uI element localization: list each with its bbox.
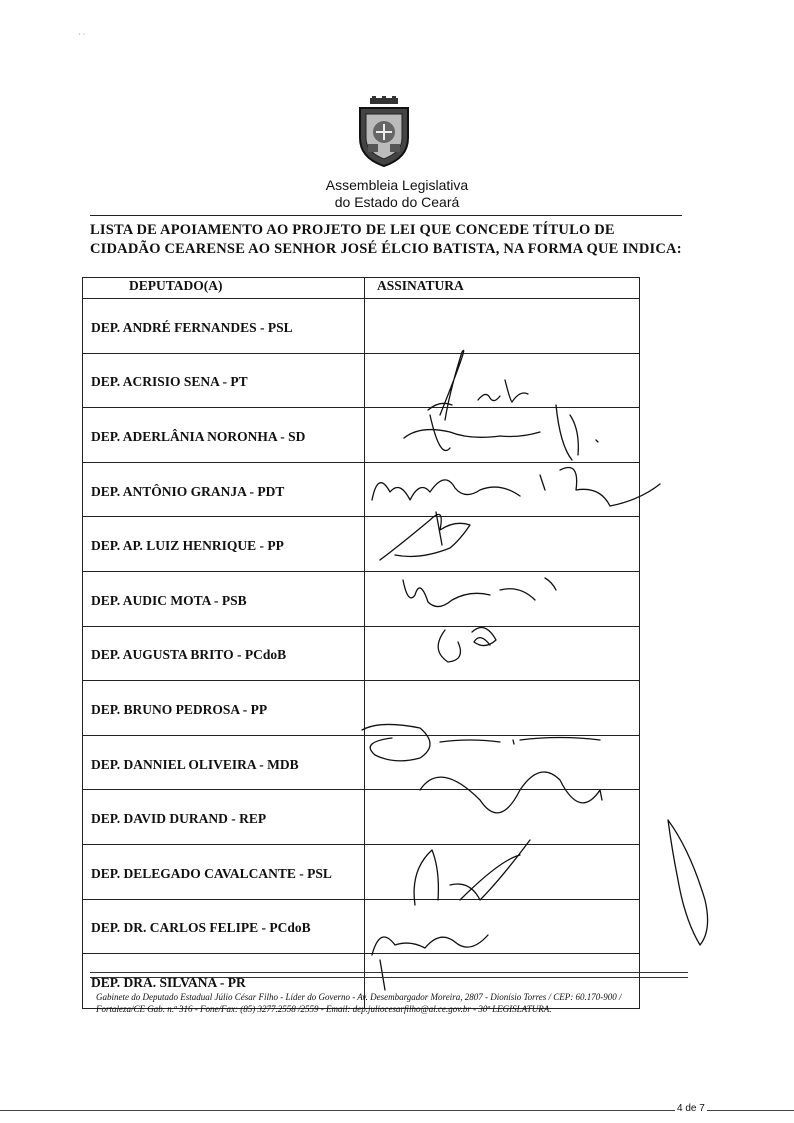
signature-cell	[365, 353, 640, 408]
page-number: 4 de 7	[677, 1103, 705, 1114]
deputy-name: DEP. ADERLÂNIA NORONHA - SD	[83, 408, 365, 463]
table-row	[83, 844, 640, 899]
signature-margin-scribble	[668, 820, 708, 945]
deputy-name: DEP. AP. LUIZ HENRIQUE - PP	[83, 517, 365, 572]
signature-cell	[365, 517, 640, 572]
table-row	[83, 517, 640, 572]
deputy-name: DEP. AUDIC MOTA - PSB	[83, 571, 365, 626]
signature-cell	[365, 681, 640, 736]
table-row	[83, 735, 640, 790]
table-row	[83, 408, 640, 463]
table-row	[83, 626, 640, 681]
document-title	[90, 221, 684, 259]
table-row	[83, 790, 640, 845]
signature-cell	[365, 299, 640, 354]
signature-table	[82, 277, 640, 1009]
table-row	[83, 899, 640, 954]
footer-divider-top	[90, 972, 688, 973]
signature-cell	[365, 626, 640, 681]
table-row	[83, 299, 640, 354]
footer-divider-bottom	[90, 977, 688, 978]
table-row	[83, 462, 640, 517]
table-header-row	[83, 278, 640, 299]
signature-cell	[365, 408, 640, 463]
title-line1: LISTA DE APOIAMENTO AO PROJETO DE LEI QUE CONCEDE TÍTULO DE	[90, 222, 615, 238]
deputy-name: DEP. ANTÔNIO GRANJA - PDT	[83, 462, 365, 517]
signature-cell	[365, 735, 640, 790]
title-line2: CIDADÃO CEARENSE AO SENHOR JOSÉ ÉLCIO BATISTA, NA FORMA QUE INDICA:	[90, 241, 682, 257]
deputy-name: DEP. DRA. SILVANA - PR	[83, 954, 365, 1009]
scan-artifact: · ·	[78, 30, 86, 39]
deputy-name: DEP. ANDRÉ FERNANDES - PSL	[83, 299, 365, 354]
deputy-name: DEP. BRUNO PEDROSA - PP	[83, 681, 365, 736]
deputy-name: DEP. DANNIEL OLIVEIRA - MDB	[83, 735, 365, 790]
deputy-name: DEP. DAVID DURAND - REP	[83, 790, 365, 845]
table-row	[83, 681, 640, 736]
deputy-name: DEP. DELEGADO CAVALCANTE - PSL	[83, 844, 365, 899]
deputy-name: DEP. AUGUSTA BRITO - PCdoB	[83, 626, 365, 681]
header-divider	[90, 215, 682, 216]
signature-cell	[365, 462, 640, 517]
footer-line2: Fortaleza/CE Gab. n.º 316 - Fone/Fax: (85) 3277.2558 /2559 - Email: dep.juliocesarfilho@al.ce.gov.br - 30ª LEGISLATURA.	[96, 1004, 552, 1014]
signature-cell	[365, 571, 640, 626]
signature-cell	[365, 899, 640, 954]
signature-cell	[365, 790, 640, 845]
column-header-assinatura: ASSINATURA	[365, 278, 640, 299]
table-row	[83, 571, 640, 626]
org-name-line1: Assembleia Legislativa	[325, 177, 469, 193]
signature-cell	[365, 844, 640, 899]
footer-address	[96, 991, 686, 1015]
org-name-line2: do Estado do Ceará	[334, 194, 460, 210]
deputy-name: DEP. DR. CARLOS FELIPE - PCdoB	[83, 899, 365, 954]
deputy-name: DEP. ACRISIO SENA - PT	[83, 353, 365, 408]
assembly-seal-icon	[356, 96, 412, 168]
table-row	[83, 353, 640, 408]
column-header-deputado: DEPUTADO(A)	[83, 278, 365, 299]
footer-line1: Gabinete do Deputado Estadual Júlio César Filho - Líder do Governo - Av. Desembargador Moreira, 2807 - Dionísio Torres / CEP: 60.170-900 /	[96, 992, 622, 1002]
